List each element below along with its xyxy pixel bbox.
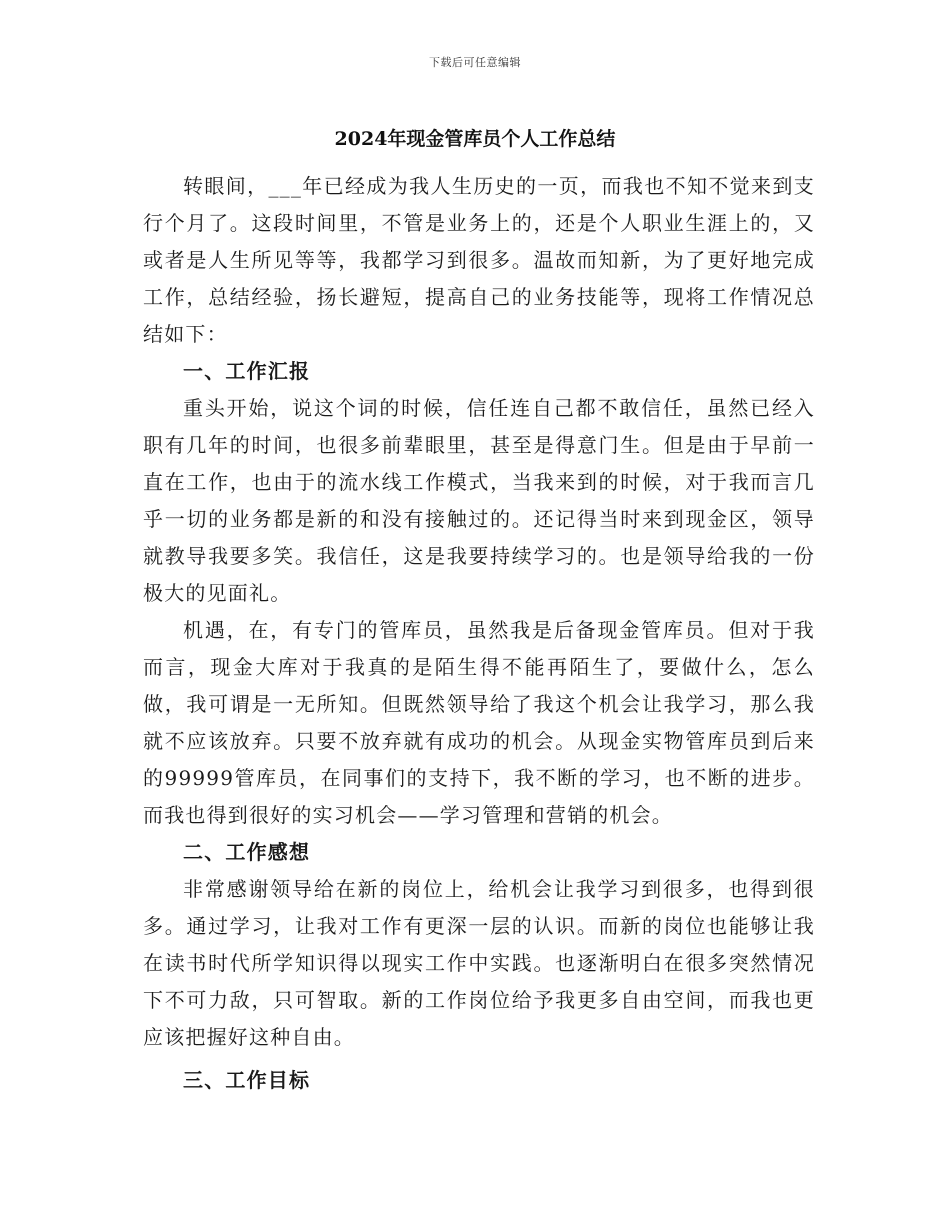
section-heading-work-report: 一、工作汇报	[183, 359, 311, 383]
work-report-paragraph-1: 重头开始，说这个词的时候，信任连自己都不敢信任，虽然已经入职有几年的时间，也很多前辈眼里，甚至是得意门生。但是由于早前一直在工作，也由于的流水线工作模式，当我来到的时候，对于我而言几乎一切的业务都是新的和没有接触过的。还记得当时来到现金区，领导就教导我要多笑。我信任，这是我要持续学习的。也是领导给我的一份极大的见面礼。	[143, 396, 815, 605]
section-heading-work-goals: 三、工作目标	[183, 1068, 311, 1092]
work-thoughts-paragraph: 非常感谢领导给在新的岗位上，给机会让我学习到很多，也得到很多。通过学习，让我对工作有更深一层的认识。而新的岗位也能够让我在读书时代所学知识得以现实工作中实践。也逐渐明白在很多突然情况下不可力敌，只可智取。新的工作岗位给予我更多自由空间，而我也更应该把握好这种自由。	[143, 877, 815, 1049]
section-heading-work-thoughts: 二、工作感想	[183, 840, 311, 864]
intro-paragraph: 转眼间，___年已经成为我人生历史的一页，而我也不知不觉来到支行个月了。这段时间里，不管是业务上的，还是个人职业生涯上的，又或者是人生所见等等，我都学习到很多。温故而知新，为了更好地完成工作，总结经验，扬长避短，提高自己的业务技能等，现将工作情况总结如下：	[143, 174, 815, 346]
page-header-note: 下载后可任意编辑	[429, 56, 521, 69]
document-title: 2024年现金管库员个人工作总结	[334, 128, 616, 150]
work-report-paragraph-2: 机遇，在，有专门的管库员，虽然我是后备现金管库员。但对于我而言，现金大库对于我真的是陌生得不能再陌生了，要做什么，怎么做，我可谓是一无所知。但既然领导给了我这个机会让我学习，那么我就不应该放弃。只要不放弃就有成功的机会。从现金实物管库员到后来的99999管库员，在同事们的支持下，我不断的学习，也不断的进步。而我也得到很好的实习机会——学习管理和营销的机会。	[143, 618, 815, 827]
document-body	[143, 168, 815, 1099]
